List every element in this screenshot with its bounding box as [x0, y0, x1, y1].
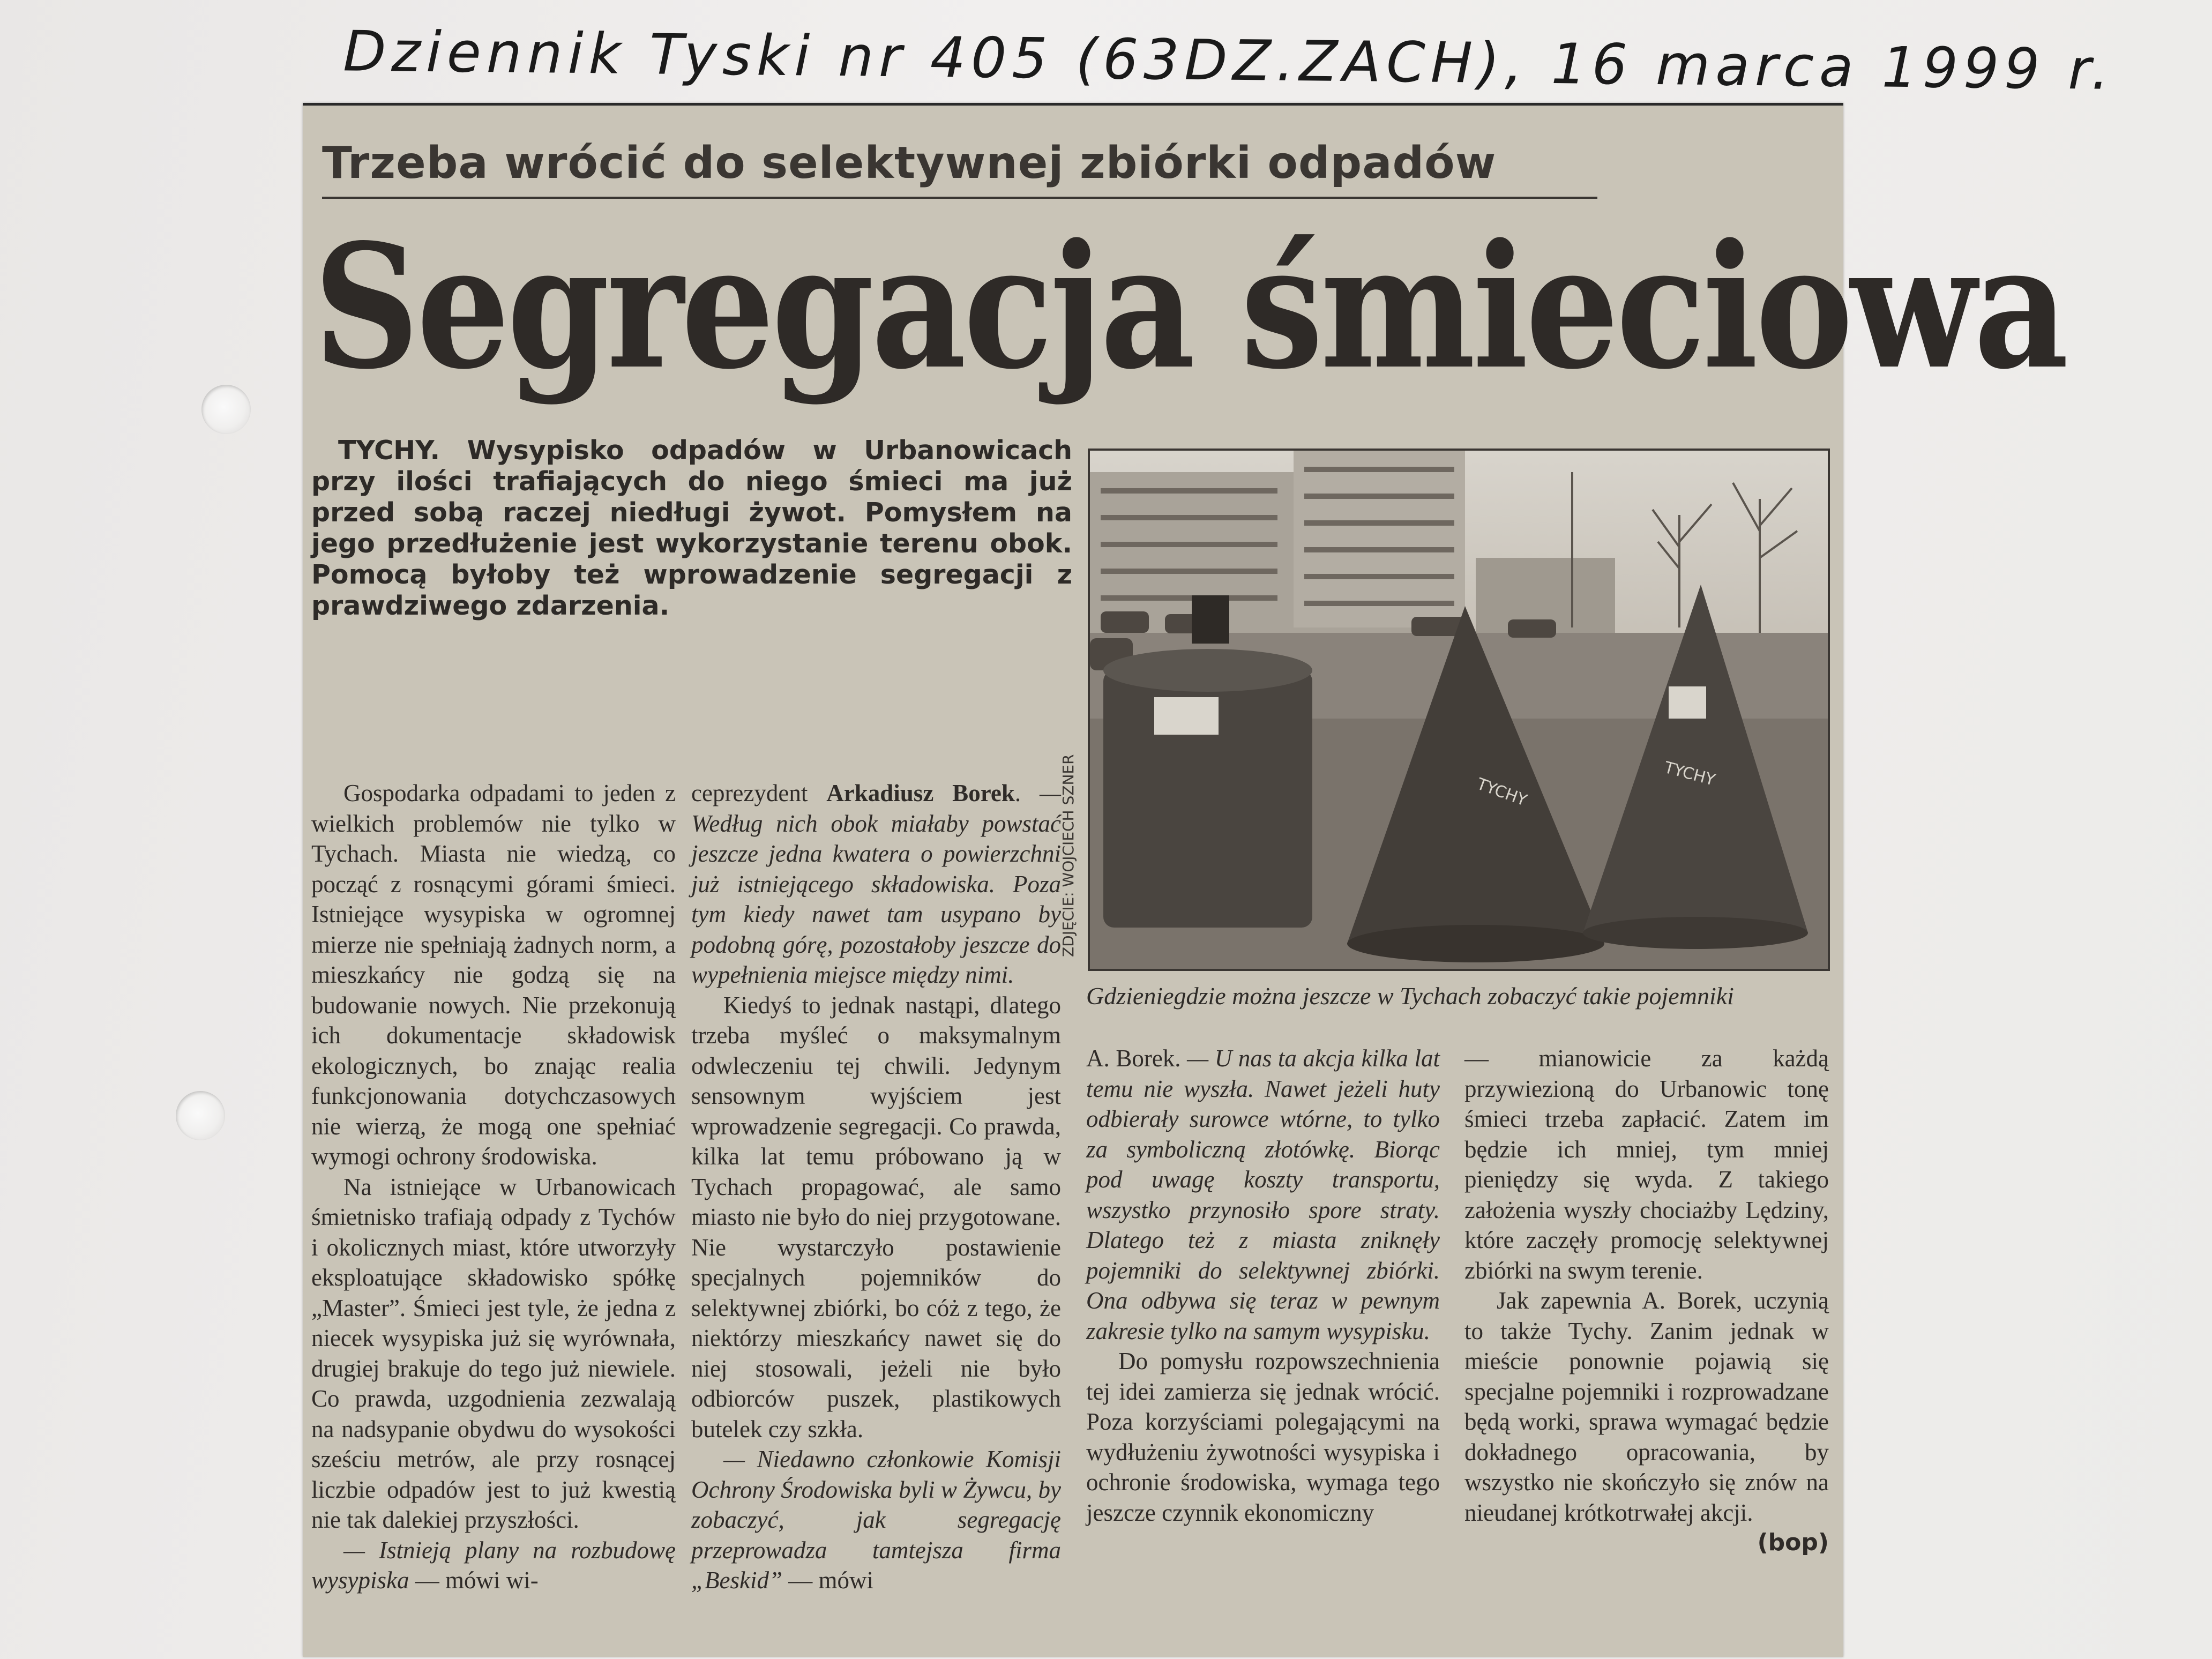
author-signature: (bop) — [1757, 1529, 1829, 1556]
article-headline: Segregacja śmieciowa — [313, 206, 2066, 407]
photo-credit: ZDJĘCIE: WOJCIECH SZNER — [1059, 754, 1077, 958]
attribution: — mówi — [782, 1567, 874, 1594]
article-lead — [311, 435, 1072, 757]
paragraph — [311, 1535, 676, 1596]
paragraph: — mianowicie za każdą przywiezioną do Urbanowic tonę śmieci trzeba zapłacić. Zatem im będzie ich mniej, tym mniej pieniędzy się wyda. Z takiego założenia wyszły chociażby Lędziny, które zaczęły promocję selektywnej zbiórki na swym terenie. — [1464, 1045, 1829, 1284]
paragraph — [691, 1444, 1061, 1596]
attribution: — mówi wi- — [409, 1567, 539, 1594]
paragraph: Kiedyś to jednak nastąpi, dlatego trzeba myśleć o maksymalnym odwleczeniu tej chwili. Jedynym sensownym wyjściem jest wprowadzenie segregacji. Co prawda, kilka lat temu próbowano ją w Tychach propagować, ale samo miasto nie było do niej przygotowane. Nie wystarczyło postawienie specjalnych pojemników do selektywnej zbiórki, bo cóż z tego, że niektórzy mieszkańcy nawet się do niej stosowali, jeżeli nie było odbiorców puszek, plastikowych butelek czy szkła. — [691, 991, 1061, 1443]
text-fragment: Jak zapewnia A. Borek, uczynią to także Tychy. Zanim jednak w mieście ponownie pojawią się specjalne pojemniki i rozprowadzane będą worki, sprawa wymagać będzie dokładnego opracowania, by wszystko nie skończyło się znów na nieudanej krótkotrwałej akcji. — [1464, 1287, 1829, 1526]
photo-label-1: TYCHY — [1474, 774, 1530, 810]
paragraph — [1086, 1043, 1440, 1346]
handwritten-source-note: Dziennik Tyski nr 405 (63DZ.ZACH), 16 marca 1999 r. — [342, 18, 2115, 103]
quote: — Według nich obok miałaby powstać jeszcze jedna kwatera o powierzchni już istniejącego składowiska. Poza tym kiedy nawet tam usypano by podobną górę, pozostałoby jeszcze do wypełnienia miejsce między nimi. — [691, 780, 1062, 988]
quote: — Niedawno członkowie Komisji Ochrony Środowiska byli w Żywcu, by zobaczyć, jak segregację przeprowadza tamtejsza firma „Beskid” — [691, 1446, 1061, 1594]
photo-label-2: TYCHY — [1662, 758, 1717, 790]
quote: — Istnieją plany na rozbudowę wysypiska — [311, 1536, 676, 1594]
binder-hole-bottom — [176, 1091, 225, 1140]
article-column-2 — [691, 778, 1061, 1646]
paragraph — [1464, 1286, 1829, 1556]
text-fragment: . — [1014, 780, 1021, 806]
newspaper-clipping — [303, 103, 2066, 1657]
photo-caption: Gdzieniegdzie można jeszcze w Tychach zobaczyć takie pojemniki — [1086, 982, 1734, 1010]
lead-place: TYCHY. — [338, 435, 440, 466]
article-photo — [1088, 449, 1830, 971]
quote: — U nas ta akcja kilka lat temu nie wyszła. Nawet jeżeli huty odbierały surowce wtórne, to tylko za symboliczną złotówkę. Biorąc pod uwagę koszty transportu, wszystko przynosiło spore straty. Dlatego też z miasta zniknęły pojemniki do selektywnej zbiórki. Ona odbywa się teraz w pewnym zakresie tylko na samym wysypisku. — [1086, 1045, 1440, 1344]
article-column-3 — [1086, 1043, 1440, 1646]
binder-hole-top — [201, 385, 251, 434]
photo-illustration — [1090, 451, 1828, 969]
text-fragment: ceprezydent — [691, 780, 827, 806]
paragraph: Gospodarka odpadami to jeden z wielkich problemów nie tylko w Tychach. Miasta nie wiedzą, co począć z rosnącymi górami śmieci. Istniejące wysypiska w ogromnej mierze nie spełniają żadnych norm, a mieszkańcy nie godzą się na budowanie nowych. Nie przekonują ich dokumentacje składowisk ekologicznych, bo znając realia funkcjonowania dotychczasowych nie wierzą, że mogą one spełniać wymogi ochrony środowiska. — [311, 780, 676, 1170]
paragraph: Na istniejące w Urbanowicach śmietnisko trafiają odpady z Tychów i okolicznych miast, które utworzyły eksploatujące składowisko spółkę „Master”. Śmieci jest tyle, że jedna z niecek wysypiska już się wyrównała, drugiej brakuje do tego już niewiele. Co prawda, uzgodnienia zezwalają na nadsypanie obydwu do wysokości sześciu metrów, ale przy rosnącej liczbie odpadów jest to już kwestią nie tak dalekiej przyszłości. — [311, 1173, 676, 1533]
paragraph: Do pomysłu rozpowszechnienia tej idei zamierza się jednak wrócić. Poza korzyściami polegającymi na wydłużeniu żywotności wysypiska i ochronie środowiska, wymaga tego jeszcze czynnik ekonomiczny — [1086, 1348, 1440, 1526]
article-column-1 — [311, 778, 676, 1646]
article-column-4 — [1464, 1043, 1829, 1646]
person-name: Arkadiusz Borek — [826, 780, 1015, 806]
article-kicker: Trzeba wrócić do selektywnej zbiórki odpadów — [322, 138, 1597, 199]
lead-text: Wysypisko odpadów w Urbanowicach przy ilości trafiających do niego śmieci ma już przed sobą raczej niedługi żywot. Pomysłem na jego przedłużenie jest wykorzystanie terenu obok. Pomocą byłoby też wprowadzenie segregacji z prawdziwego zdarzenia. — [311, 435, 1072, 621]
text-fragment: A. Borek. — [1086, 1045, 1187, 1072]
paragraph — [691, 778, 1061, 990]
